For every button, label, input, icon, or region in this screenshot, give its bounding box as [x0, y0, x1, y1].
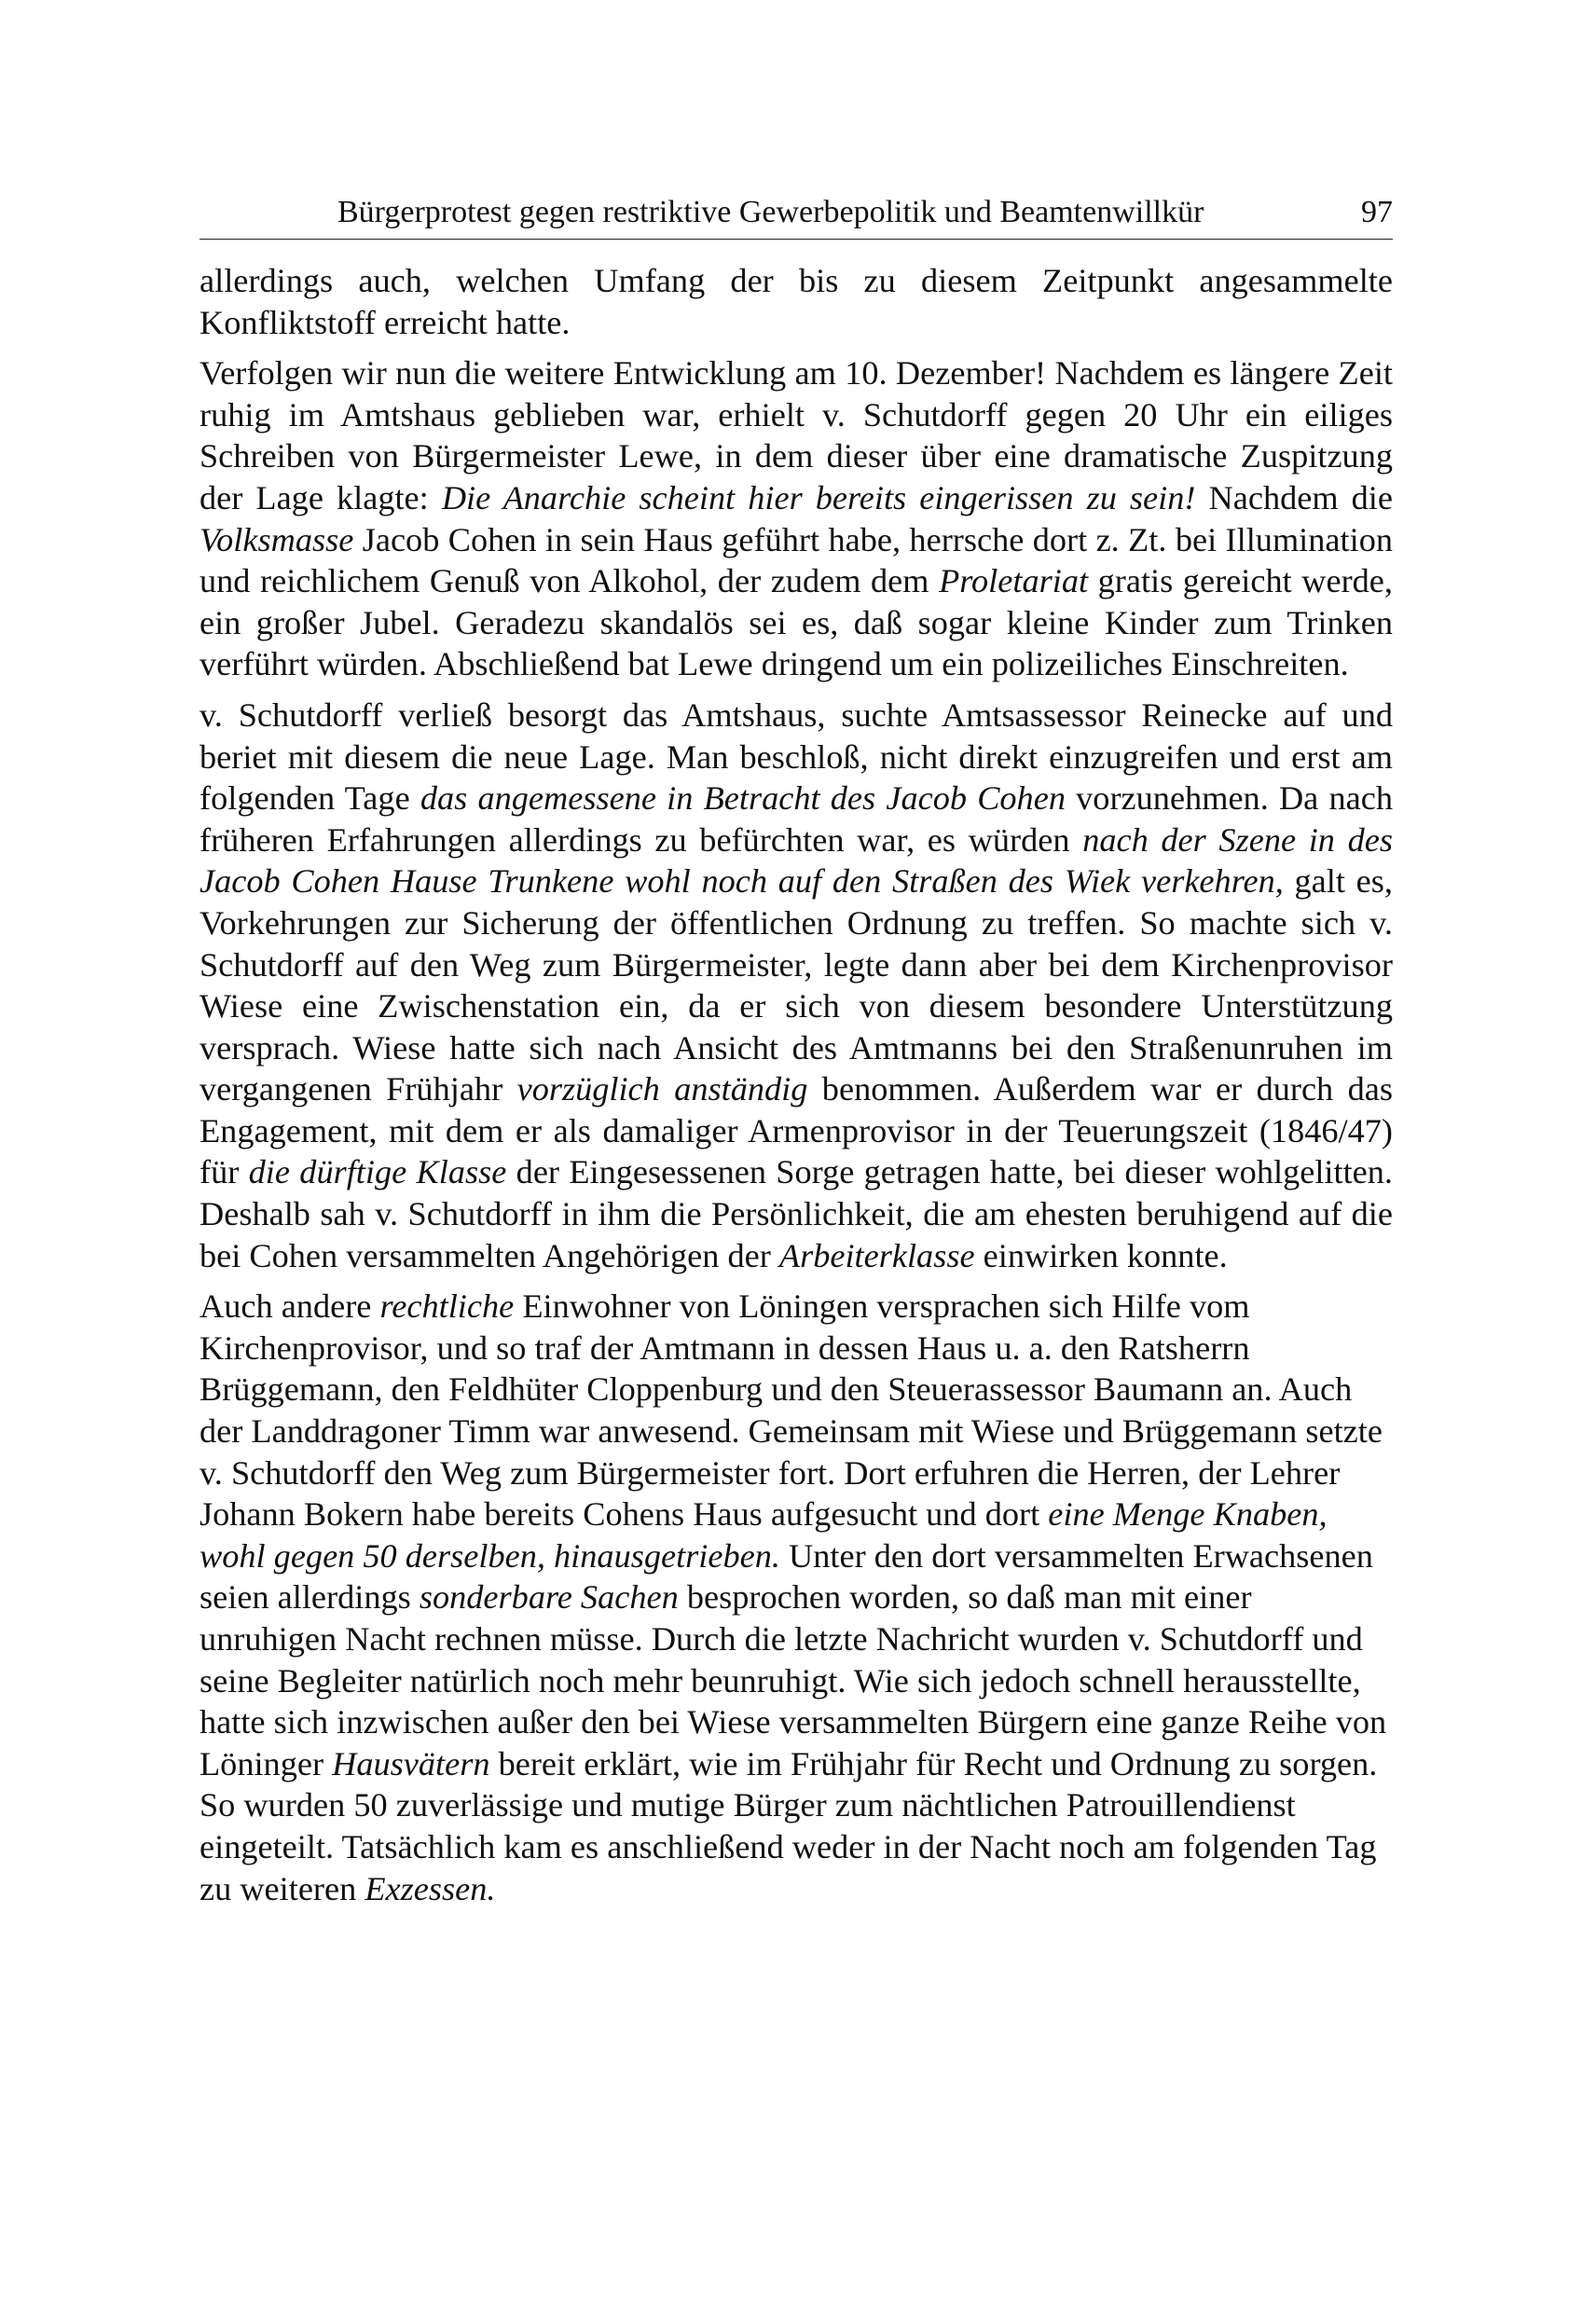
italic-quote: rechtliche — [379, 1287, 515, 1326]
book-page — [200, 186, 1393, 1919]
text-run: allerdings auch, welchen Umfang der bis zu diesem Zeitpunkt angesammelte Konfliktstoff erreicht hatte. — [200, 262, 1393, 341]
text-run: besprochen worden, so daß man mit einer unruhigen Nacht rechnen müsse. Durch die letzte Nachricht wurden v. Schutdorff und seine Begleiter natürlich noch mehr beunruhigt. Wie sich jedoch schnell herausstellte, hatte sich inzwischen außer den bei Wiese versammelten Bürgern eine ganze Reihe von Löninger — [200, 1578, 1387, 1782]
text-run: bereit erklärt, wie im Frühjahr für Recht und Ordnung zu sorgen. So wurden 50 zuverlässige und mutige Bürger zum nächtlichen Patrouillendienst eingeteilt. Tatsächlich kam es anschließend weder in der Nacht noch am folgenden Tag zu weiteren — [200, 1744, 1378, 1907]
text-run: Verfolgen wir nun die weitere Entwicklung am 10. Dezember! Nachdem es längere Zeit ruhig im Amtshaus geblieben war, erhielt v. Schutdorff gegen 20 Uhr ein eiliges Schreiben von Bürgermeister Lewe, in dem dieser über eine dramatische Zuspitzung der Lage klagte: — [200, 354, 1393, 516]
italic-quote: Exzessen. — [365, 1869, 496, 1907]
paragraph — [200, 352, 1393, 685]
text-run: einwirken konnte. — [974, 1236, 1228, 1274]
running-header — [200, 186, 1393, 240]
italic-quote: Die Anarchie scheint hier bereits eingerissen zu sein! — [441, 478, 1196, 516]
paragraph — [200, 695, 1393, 1276]
italic-quote: die dürftige Klasse — [248, 1153, 507, 1191]
italic-quote: Hausvätern — [332, 1744, 490, 1782]
italic-quote: Arbeiterklasse — [778, 1236, 975, 1274]
paragraph — [200, 1286, 1393, 1909]
italic-quote: sonderbare Sachen — [419, 1578, 679, 1617]
text-run: vorzunehmen. Da nach früheren Erfahrungen allerdings zu befürchten war, es würden — [200, 779, 1393, 859]
text-run: Einwohner von Löningen versprachen sich Hilfe vom Kirchenprovisor, und so traf der Amtmann in dessen Haus u. a. den Ratsherrn Brüggemann, den Feldhüter Cloppenburg und den Steuerassessor Baumann an. Auch der Landdragoner Timm war anwesend. Gemeinsam mit Wiese und Brüggemann setzte v. Schutdorff den Weg zum Bürgermeister fort. Dort erfuhren die Herren, der Lehrer Johann Bokern habe bereits Cohens Haus aufgesucht und dort — [200, 1287, 1383, 1534]
text-run: gratis gereicht werde, ein großer Jubel. Geradezu skandalös sei es, daß sogar kleine Kinder zum Trinken verführt würden. Abschließend bat Lewe dringend um ein polizeiliches Einschreiten. — [200, 562, 1393, 683]
page-number: 97 — [1361, 195, 1393, 229]
text-run: galt es, Vorkehrungen zur Sicherung der öffentlichen Ordnung zu treffen. So machte sich v. Schutdorff auf den Weg zum Bürgermeister, legte dann aber bei dem Kirchenprovisor Wiese eine Zwischenstation ein, da er sich von diesem besondere Unterstützung versprach. Wiese hatte sich nach Ansicht des Amtmanns bei den Straßenunruhen im vergangenen Frühjahr — [200, 862, 1393, 1108]
body-text — [200, 260, 1393, 1909]
paragraph — [200, 260, 1393, 343]
text-run: Auch andere — [200, 1287, 380, 1326]
italic-quote: Volksmasse — [200, 520, 354, 558]
italic-quote: Proletariat — [939, 562, 1089, 600]
italic-quote: nach der Szene in des Jacob Cohen Hause Trunkene wohl noch auf den Straßen des Wiek verkehren, — [200, 820, 1393, 901]
running-title: Bürgerprotest gegen restriktive Gewerbepolitik und Beamtenwillkür — [337, 195, 1204, 229]
italic-quote: eine Menge Knaben, wohl gegen 50 derselben, hinausgetrieben. — [200, 1495, 1328, 1575]
text-run: v. Schutdorff verließ besorgt das Amtshaus, suchte Amtsassessor Reinecke auf und beriet mit diesem die neue Lage. Man beschloß, nicht direkt einzugreifen und erst am folgenden Tage — [200, 695, 1393, 818]
text-run: Nachdem die — [1195, 478, 1393, 516]
text-run: der Eingesessenen Sorge getragen hatte, bei dieser wohlgelitten. Deshalb sah v. Schutdorff in ihm die Persönlichkeit, die am ehesten beruhigend auf die bei Cohen versammelten Angehörigen der — [200, 1153, 1393, 1274]
text-run: Jacob Cohen in sein Haus geführt habe, herrsche dort z. Zt. bei Illumination und reichlichem Genuß von Alkohol, der zudem dem — [200, 520, 1393, 600]
italic-quote: das angemessene in Betracht des Jacob Cohen — [420, 779, 1066, 818]
italic-quote: vorzüglich anständig — [516, 1070, 808, 1108]
text-run: benommen. Außerdem war er durch das Engagement, mit dem er als damaliger Armenprovisor in der Teuerungszeit (1846/47) für — [200, 1070, 1393, 1191]
text-run: Unter den dort versammelten Erwachsenen seien allerdings — [200, 1536, 1373, 1617]
